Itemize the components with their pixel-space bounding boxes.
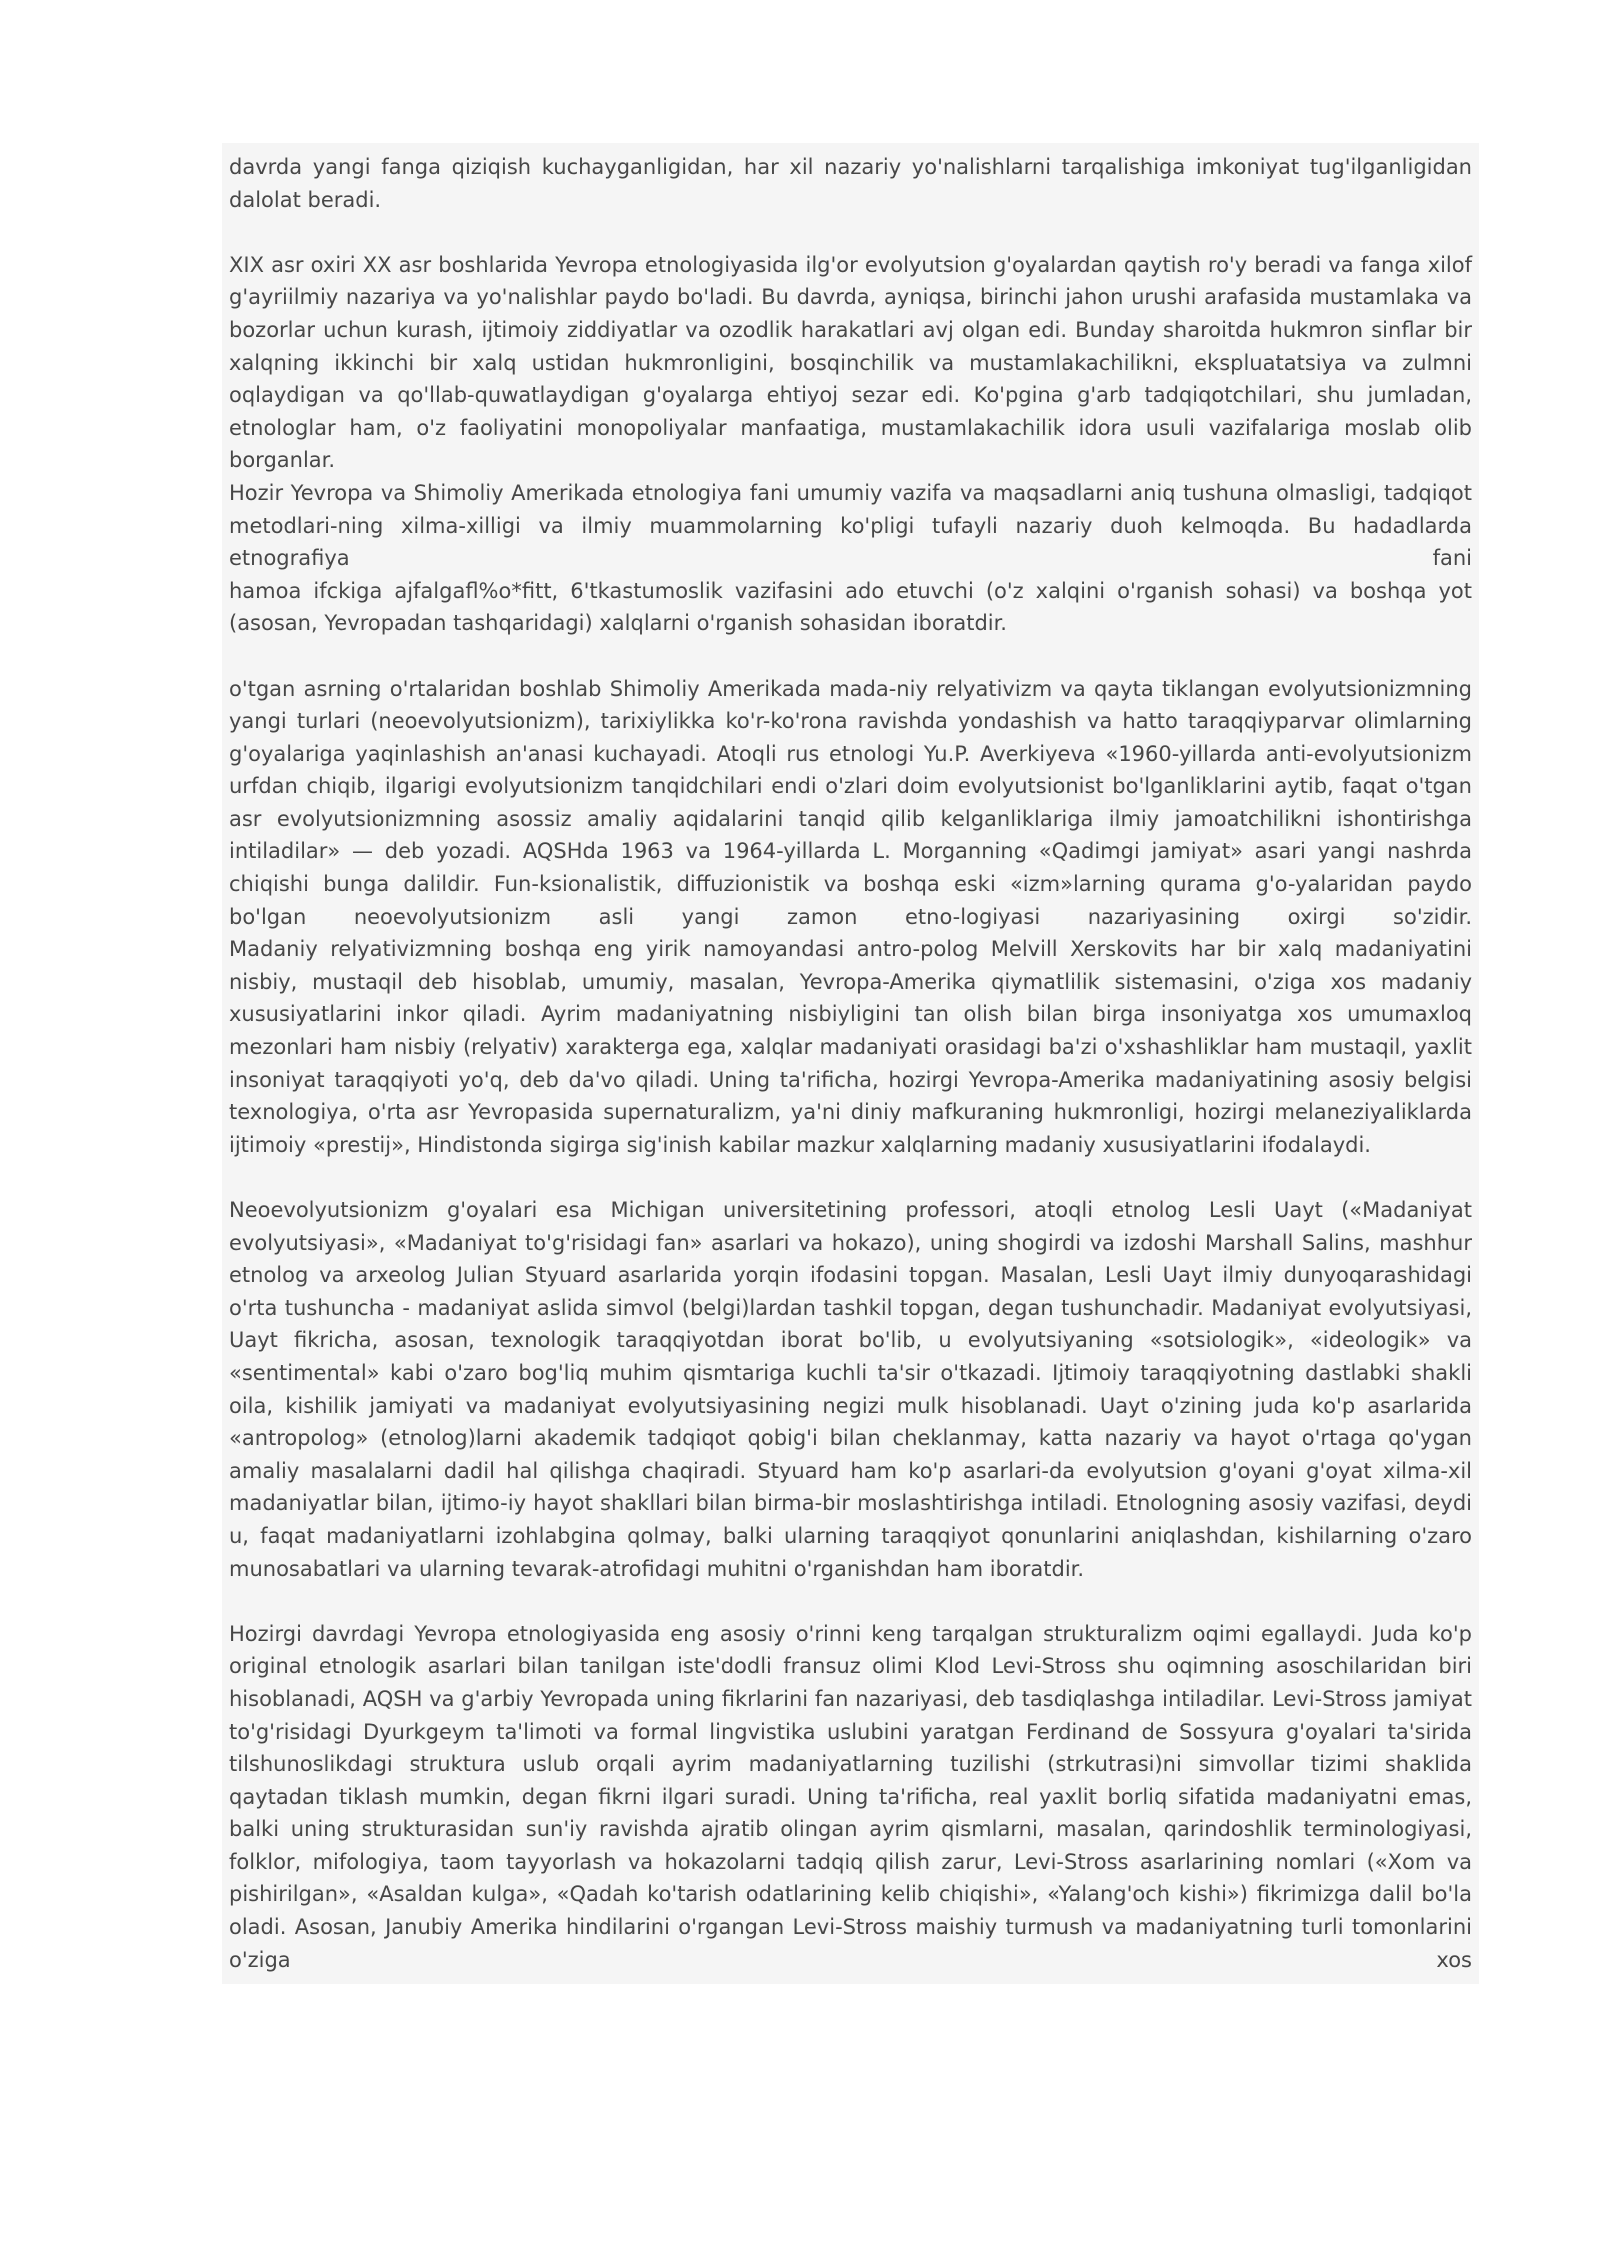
paragraph-text: XIX asr oxiri XX asr boshlarida Yevropa etnologiyasida ilg'or evolyutsion g'oyalardan qaytish ro'y beradi va fanga xilof g'ayriilmiy nazariya va yo'nalishlar paydo bo'ladi. Bu davrda, ayniqsa, birinchi jahon urushi arafasida mustamlaka va bozorlar uchun kurash, ijtimoiy ziddiyatlar va ozodlik harakatlari avj olgan edi. Bunday sharoitda hukmron sinflar bir xalqning ikkinchi bir xalq ustidan hukmronligini, bosqinchilik va mustamlakachilikni, ekspluatatsiya va zulmni oqlaydigan va qo'llab-quwatlaydigan g'oyalarga ehtiyoj sezar edi. Ko'pgina g'arb tadqiqotchilari, shu jumladan, etnologlar ham, o'z faoliyatini monopoliyalar manfaatiga, mustamlakachilik idora usuli vazifalariga moslab olib borganlar. [229,252,1472,473]
paragraph-text: Hozirgi davrdagi Yevropa etnologiyasida eng asosiy o'rinni keng tarqalgan strukturalizm oqimi egallaydi. Juda ko'p original etnologik asarlari bilan tanilgan iste'dodli fransuz olimi Klod Levi-Stross shu oqimning asoschilaridan biri hisoblanadi, AQSH va g'arbiy Yevropada uning fikrlarini fan nazariyasi, deb tasdiqlashga intiladilar. Levi-Stross jamiyat to'g'risidagi Dyurkgeym ta'limoti va formal lingvistika uslubini yaratgan Ferdinand de Sossyura g'oyalari ta'sirida tilshunoslikdagi struktura uslub orqali ayrim madaniyatlarning tuzilishi (strkutrasi)ni simvollar tizimi shaklida qaytadan tiklash mumkin, degan fikrni ilgari suradi. Uning ta'rificha, real yaxlit borliq sifatida madaniyatni emas, balki uning strukturasidan sun'iy ravishda ajratib olingan ayrim qismlarni, masalan, qarindoshlik terminologiyasi, folklor, mifologiya, taom tayyorlash va hokazolarni tadqiq qilish zarur, Levi-Stross asarlarining nomlari («Xom va pishirilgan», «Asaldan kulga», «Qadah ko'tarish odatlarining kelib chiqishi», «Yalang'och kishi») fikrimizga dalil bo'la oladi. Asosan, Janubiy Amerika hindilarini o'rgangan Levi-Stross maishiy turmush va madaniyatning turli tomonlarini o'ziga xos [229,1621,1472,1972]
text-block [222,143,1479,1984]
paragraph-text: Madaniy relyativizmning boshqa eng yirik namoyandasi antro-polog Melvill Xerskovits har bir xalq madaniyatini nisbiy, mustaqil deb hisoblab, umumiy, masalan, Yevropa-Amerika qiymatlilik sistemasini, o'ziga xos madaniy xususiyatlarini inkor qiladi. Ayrim madaniyatning nisbiyligini tan olish bilan birga insoniyatga xos umumaxloq mezonlari ham nisbiy (relyativ) xarakterga ega, xalqlar madaniyati orasidagi ba'zi o'xshashliklar ham mustaqil, yaxlit insoniyat taraqqiyoti yo'q, deb da'vo qiladi. Uning ta'rificha, hozirgi Yevropa-Amerika madaniyatining asosiy belgisi texnologiya, o'rta asr Yevropasida supernaturalizm, ya'ni diniy mafkuraning hukmronligi, hozirgi melaneziyaliklarda ijtimoiy «prestij», Hindistonda sigirga sig'inish kabilar mazkur xalqlarning madaniy xususiyatlarini ifodalaydi. [229,937,1472,1157]
paragraph [229,151,1472,216]
paragraph [229,673,1472,1162]
paragraph-text: davrda yangi fanga qiziqish kuchayganligidan, har xil nazariy yo'nalishlarni tarqalishiga imkoniyat tug'ilganligidan dalolat beradi. [229,155,1472,212]
paragraph [229,1618,1472,1977]
paragraph-text: o'tgan asrning o'rtalaridan boshlab Shimoliy Amerikada mada-niy relyativizm va qayta tiklangan evolyutsionizmning yangi turlari (neoevolyutsionizm), tarixiylikka ko'r-ko'rona ravishda yondashish va hatto taraqqiyparvar olimlarning g'oyalariga yaqinlashish an'anasi kuchayadi. Atoqli rus etnologi Yu.P. Averkiyeva «1960-yillarda anti-evolyutsionizm urfdan chiqib, ilgarigi evolyutsionizm tanqidchilari endi o'zlari doim evolyutsionist bo'lganliklarini aytib, faqat o'tgan asr evolyutsionizmning asossiz amaliy aqidalarini tanqid qilib kelganliklariga ilmiy jamoatchilikni ishontirishga intiladilar» — deb yozadi. AQSHda 1963 va 1964-yillarda L. Morganning «Qadimgi jamiyat» asari yangi nashrda chiqishi bunga dalildir. Fun-ksionalistik, diffuzionistik va boshqa eski «izm»larning qurama g'o-yalaridan paydo bo'lgan neoevolyutsionizm asli yangi zamon etno-logiyasi nazariyasining oxirgi so'zidir. [229,676,1472,929]
paragraph-text: Hozir Yevropa va Shimoliy Amerikada etnologiya fani umumiy vazifa va maqsadlarni aniq tushuna olmasligi, tadqiqot metodlari-ning xilma-xilligi va ilmiy muammolarning ko'pligi tufayli nazariy duoh kelmoqda. Bu hadadlarda etnografiya fani [229,480,1472,571]
paragraph [229,249,1472,640]
paragraph-text: hamoa ifckiga ajfalgafl%o*fitt, 6'tkastumoslik vazifasini ado etuvchi (o'z xalqini o'rganish sohasi) va boshqa yot (asosan, Yevropadan tashqaridagi) xalqlarni o'rganish sohasidan iboratdir. [229,578,1472,636]
paragraph [229,1194,1472,1585]
paragraph-text: Neoevolyutsionizm g'oyalari esa Michigan universitetining professori, atoqli etnolog Lesli Uayt («Madaniyat evolyutsiyasi», «Madaniyat to'g'risidagi fan» asarlari va hokazo), uning shogirdi va izdoshi Marshall Salins, mashhur etnolog va arxeolog Julian Styuard asarlarida yorqin ifodasini topgan. Masalan, Lesli Uayt ilmiy dunyoqarashidagi o'rta tushuncha - madaniyat aslida simvol (belgi)lardan tashkil topgan, degan tushunchadir. Madaniyat evolyutsiyasi, Uayt fikricha, asosan, texnologik taraqqiyotdan iborat bo'lib, u evolyutsiyaning «sotsiologik», «ideologik» va «sentimental» kabi o'zaro bog'liq muhim qismtariga kuchli ta'sir o'tkazadi. Ijtimoiy taraqqiyotning dastlabki shakli oila, kishilik jamiyati va madaniyat evolyutsiyasining negizi mulk hisoblanadi. Uayt o'zining juda ko'p asarlarida «antropolog» (etnolog)larni akademik tadqiqot qobig'i bilan cheklanmay, katta nazariy va hayot o'rtaga qo'ygan amaliy masalalarni dadil hal qilishga chaqiradi. Styuard ham ko'p asarlari-da evolyutsion g'oyani g'oyat xilma-xil madaniyatlar bilan, ijtimo-iy hayot shakllari bilan birma-bir moslashtirishga intiladi. Etnologning asosiy vazifasi, deydi u, faqat madaniyatlarni izohlabgina qolmay, balki ularning taraqqiyot qonunlarini aniqlashdan, kishilarning o'zaro munosabatlari va ularning tevarak-atrofidagi muhitni o'rganishdan ham iboratdir. [229,1198,1472,1581]
